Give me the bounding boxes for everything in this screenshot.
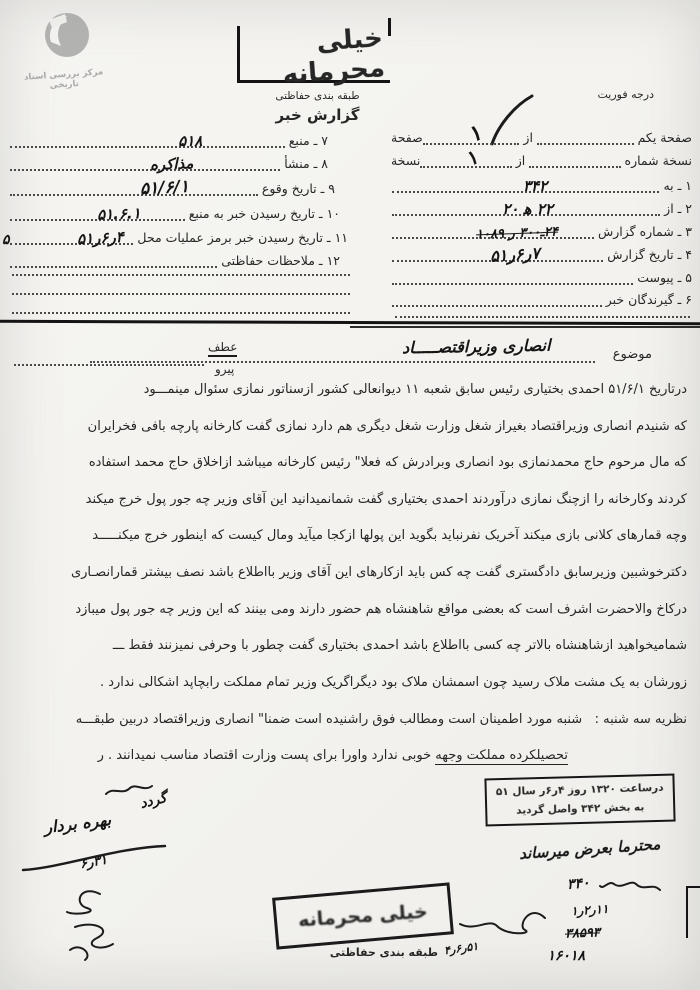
field-row-report-number bbox=[392, 224, 692, 243]
field-label: ۸ ـ منشأ bbox=[284, 156, 328, 171]
confidential-stamp-caption: طبقه بندی حفاظتی bbox=[329, 946, 438, 959]
dotted-line bbox=[392, 224, 594, 243]
field-label: ۲ ـ از bbox=[664, 201, 692, 216]
divider-rule bbox=[350, 326, 700, 328]
opinion-line1 bbox=[76, 712, 687, 727]
dotted-line bbox=[12, 262, 350, 276]
dotted-line bbox=[10, 154, 280, 174]
field-label: ۱ ـ به bbox=[663, 178, 692, 193]
classification-text: خیلی محرمانه bbox=[281, 23, 386, 91]
scrawl-word-icon bbox=[598, 878, 662, 898]
dotted-line bbox=[12, 281, 350, 295]
dotted-line bbox=[420, 144, 511, 172]
page-row-label3: صفحة bbox=[391, 130, 423, 145]
field-label: ۷ ـ منبع bbox=[288, 133, 328, 148]
receipt-stamp-line2: به بخش ۳۴۲ واصل گردید bbox=[515, 801, 645, 817]
number-16018: ۱۶۰۱۸ bbox=[547, 948, 585, 964]
field-value: ۵۱۸ bbox=[178, 132, 203, 150]
number-crossed: ۳۸۵۹۳ bbox=[564, 925, 601, 942]
page-count-value: ۱ bbox=[463, 120, 486, 149]
dotted-line bbox=[10, 204, 185, 224]
dotted-line bbox=[14, 352, 204, 366]
body-line: شمامیخواهید ازشاهنشاه بالاتر چه کسی بااطلاع باشد احمدی بختیاری گفت چطور با وحرفی نمیزنند فقط ـــ bbox=[112, 638, 687, 654]
opinion-text: شنبه مورد اطمینان است ومطالب فوق راشنیده است ضمنا" انصاری وزیراقتصاد دربین طبقـــه bbox=[75, 712, 583, 727]
dotted-line bbox=[392, 270, 633, 285]
field-label: ۱۱ ـ تاریخ رسیدن خبر برمز عملیات محل bbox=[137, 230, 348, 245]
dotted-line bbox=[10, 133, 285, 148]
dotted-line bbox=[392, 243, 603, 266]
page-row-label1: صفحة یکم bbox=[637, 130, 692, 145]
field-value: مذاکره bbox=[150, 154, 195, 174]
dotted-line bbox=[529, 153, 620, 168]
field-label: ۵ ـ پیوست bbox=[637, 270, 692, 285]
field-label: ۱۲ ـ ملاحظات حفاظتی bbox=[221, 253, 340, 268]
dotted-line bbox=[537, 130, 634, 145]
page-row-label2: از bbox=[523, 130, 533, 145]
copy-row-label1: نسخة شماره bbox=[624, 153, 692, 168]
field-value: ۴ر۶ر۵۱ bbox=[76, 227, 125, 249]
subject-label: موضوع bbox=[612, 347, 652, 362]
copy-count-row bbox=[387, 144, 692, 172]
field-label: ۹ ـ تاریخ وقوع bbox=[261, 181, 335, 196]
opinion-line2 bbox=[98, 748, 568, 763]
number-340: ۳۴۰ bbox=[566, 875, 591, 893]
body-line: که شنیدم انصاری وزیراقتصاد بغیراز شغل وزارت شغل دیگری هم دارد نمازی گفت کارخانه پارچه بافی فخرایران bbox=[87, 418, 687, 434]
field-label: ۶ ـ گیرندگان خبر bbox=[605, 292, 692, 307]
copy-row-label3: نسخة bbox=[390, 153, 421, 168]
dotted-line bbox=[392, 178, 659, 193]
field-label: ۱۰ ـ تاریخ رسیدن خبر به منبع bbox=[188, 206, 340, 221]
dotted-line bbox=[423, 120, 520, 149]
form-title: گزارش خبر bbox=[275, 106, 360, 124]
left-note-word2: گردد bbox=[138, 789, 169, 813]
dotted-line bbox=[395, 304, 690, 318]
body-line: درتاریخ ۵۱/۶/۱ احمدی بختیاری رئیس سابق شعبه ۱۱ دیوانعالی کشور ازسناتور نمازی سئوال مینمـــود bbox=[143, 382, 687, 397]
field-label: ۴ ـ تاریخ گزارش bbox=[607, 247, 692, 262]
copy-row-label2: از bbox=[515, 153, 526, 168]
receipt-stamp bbox=[484, 774, 675, 827]
archive-logo-icon bbox=[21, 8, 107, 66]
divider-rule bbox=[0, 320, 700, 325]
body-line: دکترخوشبین وزیرسابق دادگستری گفت چه کس باید ازکارهای این آقای وزیر بااطلاع باشد نصف بیشتر قمارانصـاری bbox=[70, 564, 687, 580]
field-row-attachment bbox=[392, 270, 692, 285]
number-note: ۱۱ر۲ر۱ bbox=[570, 901, 609, 919]
field-row-report-date bbox=[392, 243, 692, 266]
opinion-label: نظریه سه شنبه : bbox=[594, 712, 687, 727]
subject-value: انصاری وزیراقتصـــــاد bbox=[401, 335, 551, 358]
dotted-line bbox=[12, 300, 350, 314]
field-row-from bbox=[392, 201, 692, 216]
opinion-text: خوبی ندارد واورا برای پست وزارت اقتصاد مناسب نمیدانند . ر bbox=[97, 748, 436, 763]
classification-box bbox=[237, 23, 390, 91]
field-row-to bbox=[392, 178, 692, 193]
field-row-source bbox=[10, 133, 328, 148]
archive-watermark bbox=[16, 8, 112, 90]
dotted-line bbox=[10, 176, 258, 200]
body-line: زورشان به یک مشت ملاک رسید چون اسمشان ملاک بود دیگراگریک وزیر تمام مملکت رابچاپد اشکالی ندارد . bbox=[99, 674, 687, 690]
field-value: ۲۴ـ۳۰۰ ر ۱۰۸۹ bbox=[475, 224, 558, 243]
confidential-stamp-text: خیلی محرمانه bbox=[297, 900, 429, 932]
signature-scrawl-icon bbox=[45, 882, 155, 967]
confidential-stamp bbox=[272, 882, 454, 949]
body-line: کردند وکارخانه را ازچنگ نمازی درآوردند احمدی بختیاری گفت شمانمیدانید این آقای وزیر چه جور پول خرج میکند bbox=[85, 491, 687, 507]
field-value: ۳۴۲ bbox=[522, 177, 548, 195]
field-value: ۵۱.۶.۱ bbox=[97, 204, 142, 224]
reference-label: عطف bbox=[208, 340, 237, 357]
urgency-label: درجه فوریت bbox=[597, 88, 654, 101]
dotted-line bbox=[10, 227, 133, 249]
report-body bbox=[6, 382, 687, 711]
dotted-line bbox=[392, 201, 660, 216]
field-label: ۳ ـ شماره گزارش bbox=[597, 224, 692, 239]
page-count-row bbox=[387, 120, 692, 149]
field-row-operations-date bbox=[10, 227, 348, 249]
body-line: وچه قمارهای کلانی بازی میکند آخریک نفرنباید بگوید این پولها ازکجا میآید ومال کیست که اینطور خرج میکنـــــد bbox=[92, 528, 687, 544]
classification-caption: طبقه بندی حفاظتی bbox=[275, 90, 360, 102]
receipt-stamp-line1: درساعت ۱۳۲۰ روز ۴ر۶ر سال ۵۱ bbox=[495, 781, 664, 799]
margin-digit: ۵ bbox=[2, 232, 10, 248]
field-value: ۲۲ ﻫ ۲۰ bbox=[502, 200, 553, 218]
left-date: ۳۱ر۶ bbox=[78, 852, 109, 873]
copy-count-value: ۱ bbox=[460, 144, 483, 172]
field-value: ۷ر۶ر۵۱ bbox=[489, 243, 541, 266]
signature-scrawl-icon bbox=[455, 898, 550, 938]
stamp-edge-mark bbox=[686, 886, 700, 938]
left-note-word1: بهره بردار bbox=[43, 809, 113, 838]
opinion-underlined-text: تحصیلکرده مملکت وجهه bbox=[435, 748, 568, 763]
field-row-occurrence-date bbox=[10, 176, 335, 200]
date-note: ۵۱ر۶ر۴ bbox=[442, 939, 479, 958]
archive-name: مرکز بررسی اسناد تاریخی bbox=[23, 67, 104, 91]
body-line: که مال مرحوم حاج محمدنمازی بود انصاری وبرادرش که فعلا" رئیس کارخانه میباشد ازاخلاق حاج محمد استفاده bbox=[88, 455, 687, 471]
field-row-source-date bbox=[10, 204, 340, 224]
field-value: ۵۱/۶/۱ bbox=[139, 176, 189, 200]
field-row-origin bbox=[10, 154, 328, 174]
body-line: درکاخ والاحضرت اشرف است که بعضی مواقع شاهنشاه هم حضور دارند ومی بینند که این وزیر چه جور پول میبازد bbox=[75, 601, 687, 617]
submit-note: محترما بعرض میرساند bbox=[518, 835, 661, 863]
followup-label: پیرو bbox=[215, 362, 235, 376]
